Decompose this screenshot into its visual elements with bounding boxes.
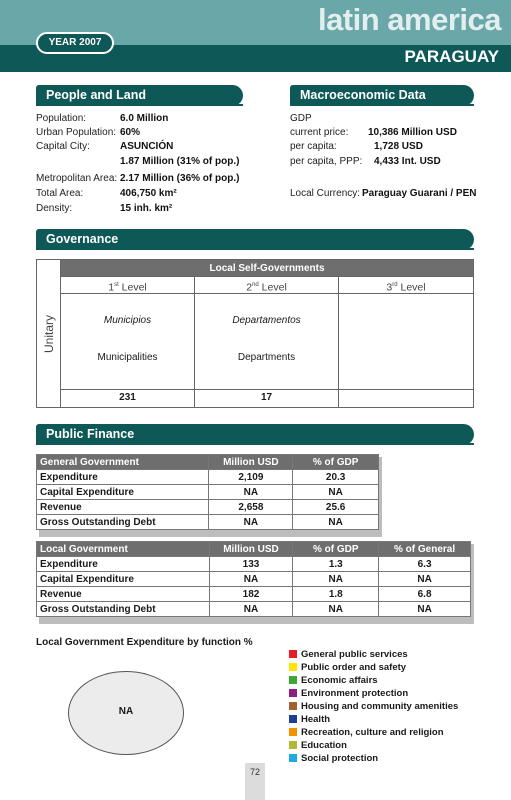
legend-swatch	[289, 650, 297, 658]
urban-label: Urban Population:	[36, 127, 117, 138]
unitary-label-cell	[37, 260, 61, 407]
level-3-names	[339, 294, 473, 390]
table-cell: 182	[209, 587, 293, 602]
row-label: Gross Outstanding Debt	[37, 515, 209, 530]
country-title: PARAGUAY	[404, 47, 499, 66]
table-row	[37, 500, 379, 515]
gdp-percap-value: 1,728 USD	[374, 141, 423, 152]
legend-swatch	[289, 689, 297, 697]
legend-swatch	[289, 715, 297, 723]
general-government-table	[36, 454, 379, 530]
table-cell: 133	[209, 557, 293, 572]
row-label: Gross Outstanding Debt	[37, 602, 210, 617]
table-header: General Government	[37, 455, 209, 470]
expenditure-pie-placeholder	[68, 671, 184, 755]
currency-value: Paraguay Guarani / PEN	[362, 188, 477, 199]
section-people-underline	[36, 104, 243, 106]
legend-label: Health	[301, 714, 331, 725]
table-cell: 2,658	[209, 500, 293, 515]
legend-label: Social protection	[301, 753, 379, 764]
table-cell: 2,109	[209, 470, 293, 485]
table-row	[37, 485, 379, 500]
section-finance-underline	[36, 443, 474, 445]
legend-label: Economic affairs	[301, 675, 378, 686]
population-value: 6.0 Million	[120, 113, 169, 124]
table-row	[37, 572, 471, 587]
capital-pop-value: 1.87 Million (31% of pop.)	[120, 156, 240, 167]
table-header: Million USD	[209, 455, 293, 470]
page-number: 72	[245, 763, 265, 800]
level-1-local-name: Municipios	[103, 315, 152, 326]
row-label: Expenditure	[37, 470, 209, 485]
level-3-header: 3rd Level	[339, 277, 473, 294]
legend-swatch	[289, 676, 297, 684]
section-macro-title: Macroeconomic Data	[290, 85, 474, 106]
table-header: % of General	[379, 542, 471, 557]
table-row	[37, 515, 379, 530]
region-title: latin america	[317, 2, 501, 37]
metro-label: Metropolitan Area:	[36, 173, 118, 184]
table-cell: 6.3	[379, 557, 471, 572]
urban-value: 60%	[120, 127, 141, 138]
row-label: Capital Expenditure	[37, 572, 210, 587]
table-row	[37, 470, 379, 485]
section-macro-underline	[290, 104, 474, 106]
level-2-names	[195, 294, 339, 390]
area-value: 406,750 km²	[120, 188, 177, 199]
table-header: % of GDP	[293, 542, 379, 557]
table-cell: 25.6	[293, 500, 379, 515]
capital-label: Capital City:	[36, 141, 90, 152]
table-cell: NA	[379, 572, 471, 587]
level-2-count: 17	[195, 390, 339, 407]
currency-label: Local Currency:	[290, 188, 361, 199]
level-2-local-name: Departamentos	[232, 315, 301, 326]
table-cell: NA	[209, 572, 293, 587]
table-cell: NA	[379, 602, 471, 617]
level-3-count	[339, 390, 473, 407]
legend-label: Environment protection	[301, 688, 409, 699]
gdp-ppp-value: 4,433 Int. USD	[374, 156, 441, 167]
table-cell: NA	[209, 602, 293, 617]
expenditure-na-label: NA	[118, 706, 134, 717]
section-governance-underline	[36, 248, 474, 250]
table-cell: NA	[209, 485, 293, 500]
table-header: Local Government	[37, 542, 210, 557]
table-cell: NA	[209, 515, 293, 530]
table-row	[37, 602, 471, 617]
table-header-row	[37, 542, 471, 557]
table-row	[37, 587, 471, 602]
level-1-header: 1st Level	[61, 277, 195, 294]
density-value: 15 inh. km²	[120, 203, 173, 214]
level-1-names	[61, 294, 195, 390]
legend-label: Education	[301, 740, 347, 751]
legend-label: Housing and community amenities	[301, 701, 459, 712]
row-label: Expenditure	[37, 557, 210, 572]
people-land-block	[36, 111, 276, 221]
section-people-title: People and Land	[36, 85, 243, 106]
table-header: Million USD	[209, 542, 293, 557]
table-row	[37, 557, 471, 572]
capital-value: ASUNCIÓN	[120, 141, 174, 152]
metro-value: 2.17 Million (36% of pop.)	[120, 173, 240, 184]
unitary-label: Unitary	[41, 314, 56, 353]
gdp-percap-label: per capita:	[290, 141, 337, 152]
section-finance-title: Public Finance	[36, 424, 474, 445]
legend-swatch	[289, 741, 297, 749]
legend-swatch	[289, 702, 297, 710]
gdp-current-value: 10,386 Million USD	[368, 127, 457, 138]
table-cell: 1.8	[293, 587, 379, 602]
row-label: Revenue	[37, 587, 210, 602]
legend-swatch	[289, 663, 297, 671]
expenditure-chart-title: Local Government Expenditure by function %	[36, 637, 253, 648]
table-cell: 1.3	[293, 557, 379, 572]
table-cell: NA	[293, 602, 379, 617]
level-1-count: 231	[61, 390, 195, 407]
table-cell: 6.8	[379, 587, 471, 602]
density-label: Density:	[36, 203, 73, 214]
gdp-ppp-label: per capita, PPP:	[290, 156, 363, 167]
table-cell: NA	[293, 515, 379, 530]
area-label: Total Area:	[36, 188, 84, 199]
local-self-governments-header: Local Self-Governments	[61, 260, 473, 277]
table-cell: 20.3	[293, 470, 379, 485]
level-2-header: 2nd Level	[195, 277, 339, 294]
table-header-row	[37, 455, 379, 470]
governance-table	[36, 259, 474, 408]
row-label: Capital Expenditure	[37, 485, 209, 500]
section-governance-title: Governance	[36, 229, 474, 250]
macro-block	[290, 111, 490, 201]
legend-swatch	[289, 754, 297, 762]
legend-label: Recreation, culture and religion	[301, 727, 444, 738]
legend-label: General public services	[301, 649, 408, 660]
population-label: Population:	[36, 113, 87, 124]
legend-label: Public order and safety	[301, 662, 407, 673]
legend-swatch	[289, 728, 297, 736]
table-cell: NA	[293, 572, 379, 587]
year-badge: YEAR 2007	[36, 32, 114, 54]
level-1-english-name: Municipalities	[97, 352, 158, 363]
table-header: % of GDP	[293, 455, 379, 470]
row-label: Revenue	[37, 500, 209, 515]
level-2-english-name: Departments	[237, 352, 296, 363]
gdp-current-label: current price:	[290, 127, 349, 138]
table-cell: NA	[293, 485, 379, 500]
local-government-table	[36, 541, 471, 617]
gdp-label: GDP	[290, 113, 312, 124]
